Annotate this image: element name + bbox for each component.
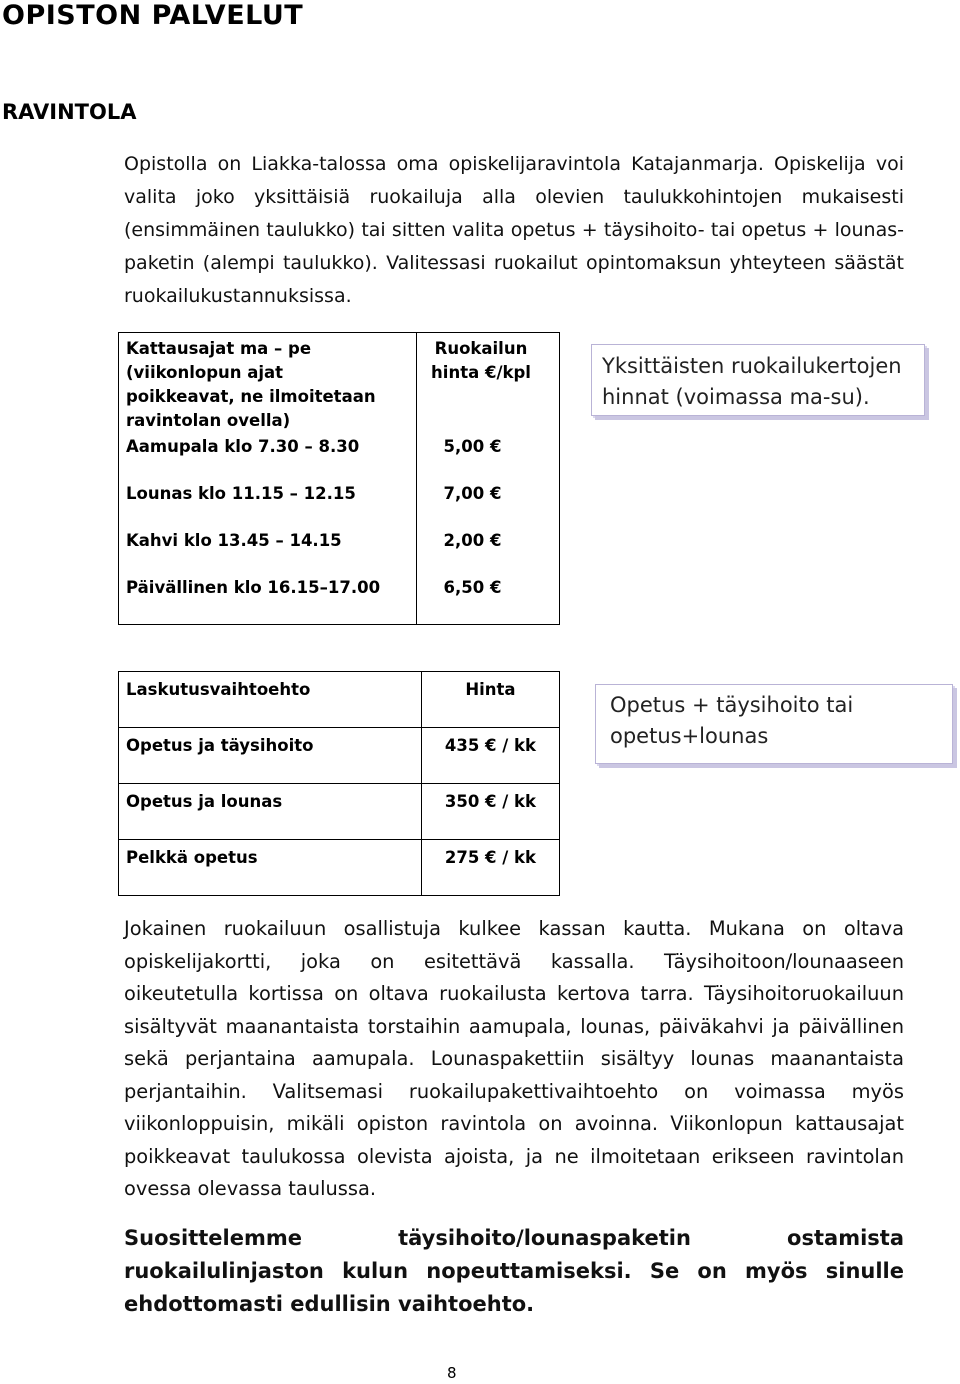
table-row-option: Opetus ja täysihoito <box>119 728 422 784</box>
table-row-option: Opetus ja lounas <box>119 784 422 840</box>
section-heading: OPISTON PALVELUT <box>2 0 304 31</box>
meal-table-header-col1: Kattausajat ma – pe (viikonlopun ajat poikkeavat, ne ilmoitetaan ravintolan ovella) <box>119 333 417 438</box>
table-row-price: 5,00 € <box>417 437 560 484</box>
intro-paragraph: Opistolla on Liakka-talossa oma opiskelijaravintola Katajanmarja. Opiskelija voi valita joko yksittäisiä ruokailuja alla olevien taulukkohintojen mukaisesti (ensimmäinen taulukko) tai sitten valita opetus + täysihoito- tai opetus + lounas-paketin (alempi taulukko). Valitessasi ruokailut opintomaksun yhteyteen säästät ruokailukustannuksissa. <box>124 153 904 307</box>
table-row-meal: Päivällinen klo 16.15–17.00 <box>119 578 417 625</box>
table-row-meal: Lounas klo 11.15 – 12.15 <box>119 484 417 531</box>
table-row-meal: Kahvi klo 13.45 – 14.15 <box>119 531 417 578</box>
body-paragraph: Jokainen ruokailuun osallistuja kulkee kassan kautta. Mukana on oltava opiskelijakortti, joka on esitettävä kassalla. Täysihoitoon/lounaaseen oikeutetulla kortissa on oltava ruokailusta kertova tarra. Täysihoitoruokailuun sisältyvät maanantaista torstaihin aamupala, lounas, päiväkahvi ja päivällinen sekä perjantaina aamupala. Lounaspakettiin sisältyy lounas maanantaista perjantaihin. Valitsemasi ruokailupakettivaihtoehto on voimassa myös viikonloppuisin, mikäli opiston ravintola on avoinna. Viikonlopun kattausajat poikkeavat taulukossa olevista ajoista, ja ne ilmoitetaan erikseen ravintolan ovessa olevassa taulussa. <box>124 917 904 1200</box>
table-row-price: 7,00 € <box>417 484 560 531</box>
billing-header-option: Laskutusvaihtoehto <box>119 672 422 728</box>
table-row-price: 435 € / kk <box>421 728 559 784</box>
meal-table-header-col2: Ruokailun hinta €/kpl <box>417 333 560 438</box>
table-row-price: 2,00 € <box>417 531 560 578</box>
billing-header-price: Hinta <box>421 672 559 728</box>
table-row-option: Pelkkä opetus <box>119 840 422 896</box>
table-row-price: 350 € / kk <box>421 784 559 840</box>
meal-price-table <box>118 332 560 625</box>
subsection-heading: RAVINTOLA <box>2 100 137 124</box>
package-callout: Opetus + täysihoito tai opetus+lounas <box>595 684 953 764</box>
recommendation-paragraph: Suosittelemme täysihoito/lounaspaketin ostamista ruokailulinjaston kulun nopeuttamiseksi. Se on myös sinulle ehdottomasti edullisin vaihtoehto. <box>124 1226 904 1316</box>
single-meal-callout: Yksittäisten ruokailukertojen hinnat (voimassa ma-su). <box>591 344 925 416</box>
page-number: 8 <box>447 1364 457 1382</box>
billing-table <box>118 671 560 896</box>
table-row-meal: Aamupala klo 7.30 – 8.30 <box>119 437 417 484</box>
table-row-price: 275 € / kk <box>421 840 559 896</box>
table-row-price: 6,50 € <box>417 578 560 625</box>
